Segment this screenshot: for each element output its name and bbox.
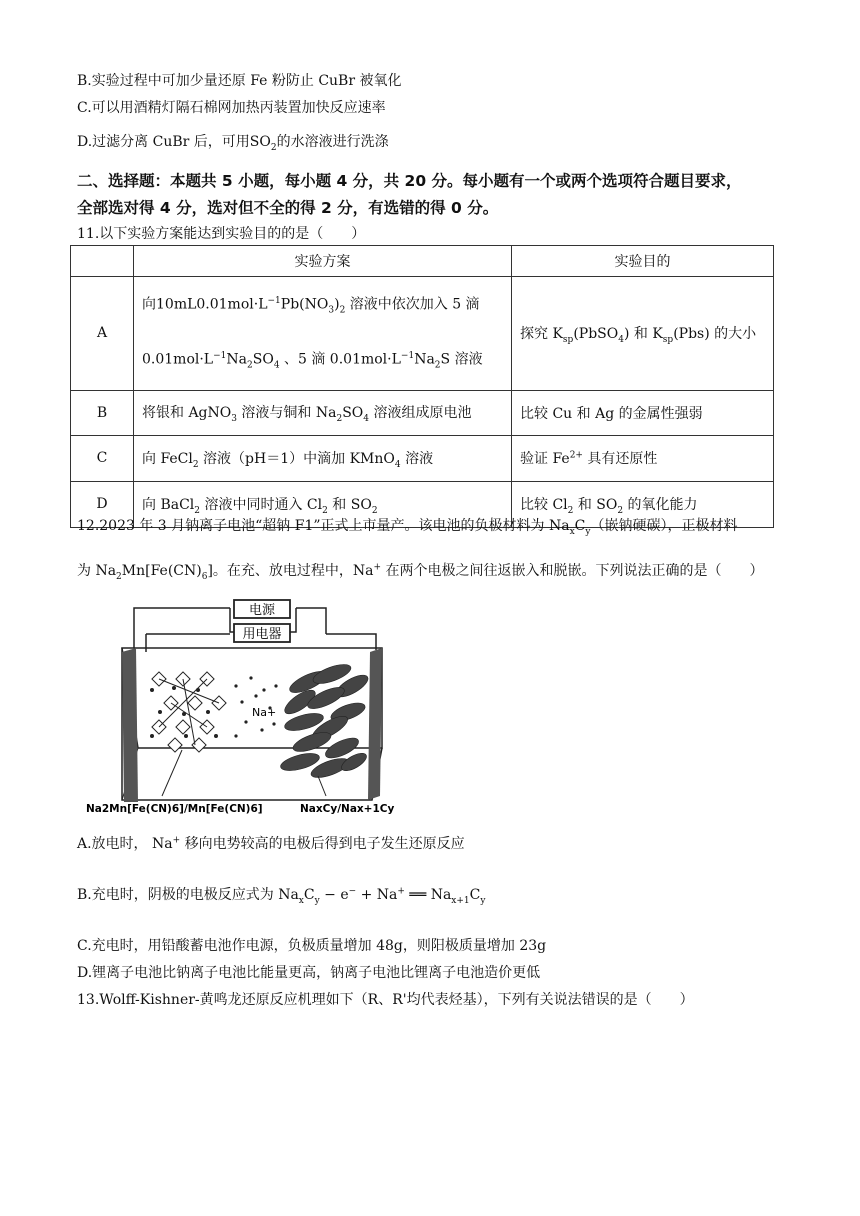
row-plan: 向 BaCl$_2$ 溶液中同时通入 $Cl_2$ 和 $SO_2$: [134, 481, 512, 527]
right-electrode: [368, 648, 382, 800]
row-label: C: [71, 435, 134, 481]
header-plan: 实验方案: [134, 246, 512, 277]
q11-stem: 11.以下实验方案能达到实验目的的是（ ）: [77, 226, 366, 242]
table-row: [71, 277, 774, 391]
left-electrode: [122, 648, 138, 802]
table-row: [71, 390, 774, 435]
row-label: A: [71, 277, 134, 391]
row-plan: 将银和 AgNO$_3$ 溶液与铜和 $Na_2SO_4$ 溶液组成原电池: [134, 390, 512, 435]
row-plan: 向$10mL0.01mol\cdot L^{-1}Pb(NO_3)_2$ 溶液中依次加入 5 滴 $0.01mol\cdot L^{-1}Na_2SO_4$ 、5 滴 $0.01mol\cdot L^{-1}Na_2S$ 溶液: [134, 277, 512, 391]
option-d-prev: D.过滤分离 CuBr 后，可用$SO_2$的水溶液进行洗涤: [77, 134, 389, 153]
q12-stem-line1: 12.2023 年 3 月钠离子电池“超钠 F1”正式上市量产。该电池的负极材料为 $Na_xC_y$（嵌钠硬碳），正极材料: [77, 518, 738, 537]
row-goal: 验证 $Fe^{2+}$ 具有还原性: [512, 435, 774, 481]
battery-diagram-svg: [86, 590, 416, 820]
power-label: 电源: [248, 603, 276, 618]
q12-option-b: B.充电时，阴极的电极反应式为 $Na_xC_y - e^- + Na^+$ ══ $Na_{x+1}C_y$: [77, 886, 486, 906]
row-label: B: [71, 390, 134, 435]
q12-option-d: D.锂离子电池比钠离子电池比能量更高，钠离子电池比锂离子电池造价更低: [77, 965, 541, 981]
battery-diagram: [86, 590, 416, 820]
right-caption: NaxCy/Nax+1Cy: [300, 803, 395, 815]
row-goal: 比较 $Cl_2$ 和 $SO_2$ 的氧化能力: [512, 481, 774, 527]
ion-label: Na+: [252, 706, 277, 719]
hard-carbon: [279, 661, 371, 782]
q12-option-a: A.放电时， Na+ 移向电势较高的电极后得到电子发生还原反应: [77, 835, 465, 852]
row-plan: 向 FeCl$_2$ 溶液（pH＝1）中滴加 KMnO$_4$ 溶液: [134, 435, 512, 481]
row-goal: 比较 Cu 和 Ag 的金属性强弱: [512, 390, 774, 435]
table-row: [71, 435, 774, 481]
q11-table: [70, 245, 774, 528]
q12-stem-line2: 为 $Na_2Mn[Fe(CN)_6]$。在充、放电过程中，Na+ 在两个电极之间往返嵌入和脱嵌。下列说法正确的是（ ）: [77, 562, 764, 582]
section-heading-line2: 全部选对得 4 分，选对但不全的得 2 分，有选错的得 0 分。: [77, 199, 499, 217]
device-label: 用电器: [242, 627, 282, 642]
row-label: D: [71, 481, 134, 527]
row-goal: 探究 $K_{sp}(PbSO_4)$ 和 $K_{sp}(Pbs)$ 的大小: [512, 277, 774, 391]
header-goal: 实验目的: [512, 246, 774, 277]
q13-stem: 13.Wolff-Kishner-黄鸣龙还原反应机理如下（R、R'均代表烃基），下列有关说法错误的是（ ）: [77, 992, 694, 1008]
prussian-lattice: [152, 672, 226, 752]
table-header-row: [71, 246, 774, 277]
option-c-prev: C.可以用酒精灯隔石棉网加热丙装置加快反应速率: [77, 100, 386, 116]
left-caption: Na2Mn[Fe(CN)6]/Mn[Fe(CN)6]: [86, 803, 263, 815]
q12-option-c: C.充电时，用铅酸蓄电池作电源，负极质量增加 48g，则阳极质量增加 23g: [77, 938, 547, 954]
section-heading-line1: 二、选择题：本题共 5 小题，每小题 4 分，共 20 分。每小题有一个或两个选项符合题目要求，: [77, 172, 742, 190]
option-b-prev: B.实验过程中可加少量还原 Fe 粉防止 CuBr 被氧化: [77, 73, 402, 89]
